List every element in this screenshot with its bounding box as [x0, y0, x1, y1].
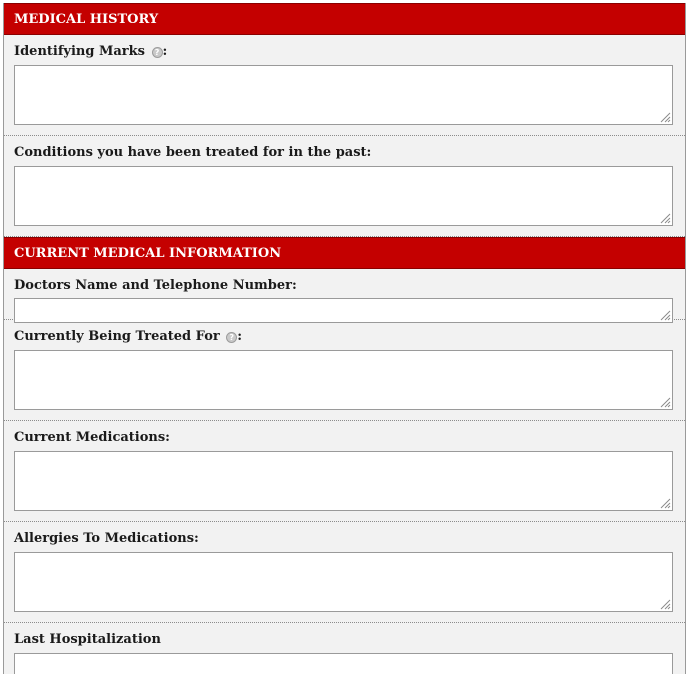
resize-grip-icon[interactable]: [660, 498, 671, 509]
field-row-past-conditions: [4, 136, 685, 237]
field-row-currently-treated-for: [4, 320, 685, 421]
field-row-current-medications: [4, 421, 685, 522]
resize-grip-icon[interactable]: [660, 213, 671, 224]
resize-grip-icon[interactable]: [660, 397, 671, 408]
currently-treated-for-label: Currently Being Treated For ? :: [14, 329, 243, 344]
allergies-textarea[interactable]: [14, 552, 673, 612]
past-conditions-label: Conditions you have been treated for in the past:: [14, 145, 372, 160]
field-row-allergies: [4, 522, 685, 623]
field-row-identifying-marks: [4, 35, 685, 136]
resize-grip-icon[interactable]: [660, 310, 671, 321]
doctor-name-phone-input[interactable]: [14, 298, 673, 323]
identifying-marks-label: Identifying Marks ? :: [14, 44, 168, 59]
past-conditions-textarea[interactable]: [14, 166, 673, 226]
allergies-label: Allergies To Medications:: [14, 531, 199, 546]
field-row-last-hospitalization: [4, 623, 685, 663]
field-row-doctor-name-phone: [4, 269, 685, 320]
current-medications-label: Current Medications:: [14, 430, 170, 445]
medical-form: [3, 3, 686, 674]
help-icon[interactable]: ?: [152, 47, 163, 58]
currently-treated-for-textarea[interactable]: [14, 350, 673, 410]
section-header-current-medical-information: CURRENT MEDICAL INFORMATION: [4, 237, 685, 269]
doctor-name-phone-label: Doctors Name and Telephone Number:: [14, 278, 297, 293]
current-medications-textarea[interactable]: [14, 451, 673, 511]
last-hospitalization-textarea[interactable]: [14, 653, 673, 674]
section-header-medical-history: MEDICAL HISTORY: [4, 3, 685, 35]
last-hospitalization-label: Last Hospitalization: [14, 632, 161, 647]
resize-grip-icon[interactable]: [660, 112, 671, 123]
help-icon[interactable]: ?: [226, 332, 237, 343]
resize-grip-icon[interactable]: [660, 599, 671, 610]
identifying-marks-textarea[interactable]: [14, 65, 673, 125]
